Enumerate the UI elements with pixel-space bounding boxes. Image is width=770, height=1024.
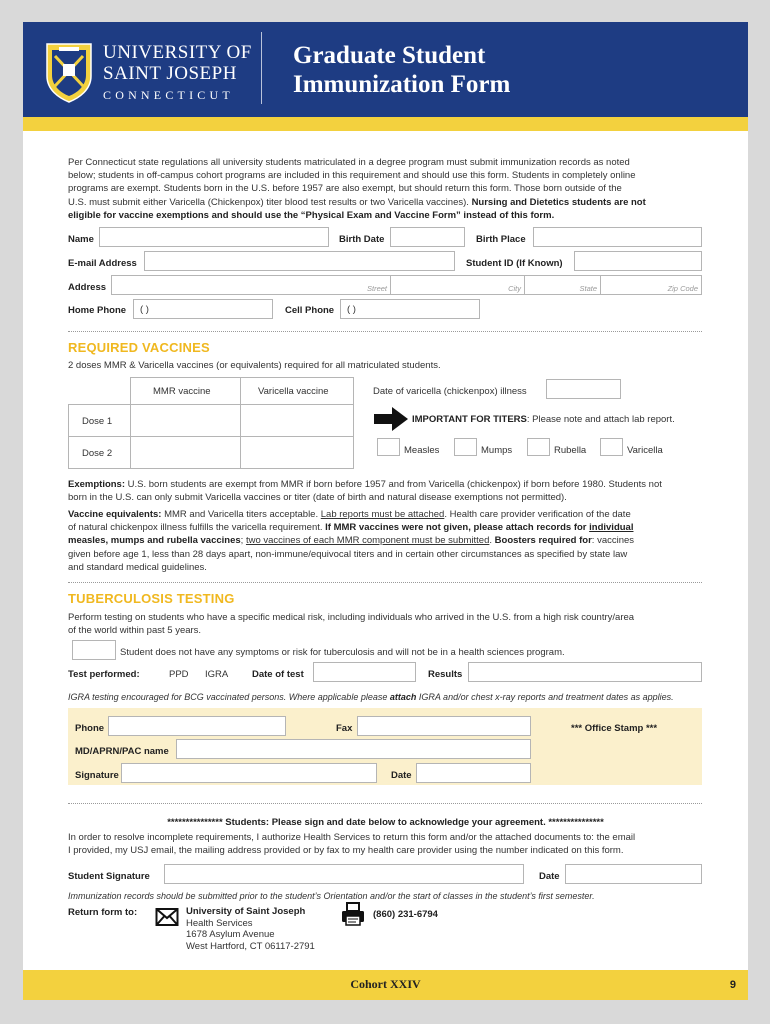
measles-label: Measles bbox=[404, 445, 440, 456]
igra-note-a: IGRA testing encouraged for BCG vaccinated persons. Where applicable please bbox=[68, 692, 388, 702]
date-of-test-label: Date of test bbox=[252, 669, 304, 680]
student-date-label: Date bbox=[539, 871, 560, 882]
required-vaccines-subtitle: 2 doses MMR & Varicella vaccines (or equivalents) required for all matriculated students. bbox=[68, 360, 441, 371]
md-name-label: MD/APRN/PAC name bbox=[75, 746, 169, 757]
equivalents-l3b: ; bbox=[240, 535, 244, 547]
city-hint: City bbox=[508, 284, 521, 293]
provider-date-field[interactable] bbox=[416, 763, 531, 783]
section-divider bbox=[68, 803, 702, 804]
intro-paragraph bbox=[68, 156, 708, 222]
provider-date-label: Date bbox=[391, 770, 412, 781]
return-address-line4: West Hartford, CT 06117-2791 bbox=[186, 940, 315, 952]
return-form-label: Return form to: bbox=[68, 907, 138, 918]
intro-line4-text: U.S. must submit either Varicella (Chickenpox) titer blood test results or two Varicella vaccines). bbox=[68, 196, 469, 208]
university-crest-icon bbox=[45, 42, 93, 104]
equivalents-line5: and standard medical guidelines. bbox=[68, 561, 207, 573]
student-signature-label: Student Signature bbox=[68, 871, 150, 882]
student-id-field[interactable] bbox=[574, 251, 702, 271]
return-address-line2: Health Services bbox=[186, 917, 253, 929]
ack-line2: I provided, my USJ email, the mailing address provided or by fax to my health care provider using the number indicated on this form. bbox=[68, 845, 624, 857]
tb-title: TUBERCULOSIS TESTING bbox=[68, 591, 235, 606]
table-grid-line bbox=[68, 468, 354, 469]
required-vaccines-title: REQUIRED VACCINES bbox=[68, 340, 210, 355]
birth-date-label: Birth Date bbox=[339, 234, 385, 245]
cell-phone-placeholder: ( ) bbox=[347, 304, 356, 315]
envelope-icon bbox=[155, 905, 179, 929]
exemptions-label: Exemptions: bbox=[68, 479, 126, 490]
cell-phone-label: Cell Phone bbox=[285, 305, 335, 316]
office-stamp-label: *** Office Stamp *** bbox=[571, 723, 658, 734]
mumps-titer-box[interactable] bbox=[454, 438, 477, 456]
header-gold-strip bbox=[23, 117, 748, 131]
fax-machine-icon bbox=[341, 902, 365, 926]
provider-phone-field[interactable] bbox=[108, 716, 286, 736]
results-field[interactable] bbox=[468, 662, 702, 682]
cell-phone-field[interactable] bbox=[340, 299, 480, 319]
col-mmr-header: MMR vaccine bbox=[153, 386, 211, 397]
provider-fax-field[interactable] bbox=[357, 716, 531, 736]
form-title-line1: Graduate Student bbox=[293, 42, 486, 69]
equivalents-line4: given before age 1, less than 28 days apart, non-immune/equivocal titers and in certain other circumstances as specified by state law bbox=[68, 548, 628, 560]
equivalents-l3u: two vaccines of each MMR component must be submitted bbox=[245, 535, 490, 547]
arrow-right-icon bbox=[374, 407, 408, 431]
equivalents-l1u: Lab reports must be attached bbox=[320, 509, 445, 520]
varicella-illness-date-field[interactable] bbox=[546, 379, 621, 399]
equivalents-l3a: measles, mumps and rubella vaccines bbox=[68, 535, 241, 547]
provider-fax-label: Fax bbox=[336, 723, 353, 734]
header-divider bbox=[261, 32, 262, 104]
university-name-line2: SAINT JOSEPH bbox=[103, 63, 237, 84]
tb-paragraph bbox=[68, 611, 708, 637]
home-phone-label: Home Phone bbox=[68, 305, 127, 316]
return-address bbox=[186, 906, 315, 952]
ppd-option[interactable]: PPD bbox=[169, 669, 189, 680]
university-name bbox=[103, 42, 252, 104]
intro-line3: programs are exempt. Students born in the U.S. before 1957 are also exempt, but should return this form. Those born outside of the bbox=[68, 183, 622, 195]
equivalents-paragraph bbox=[68, 508, 708, 574]
dose1-label: Dose 1 bbox=[82, 416, 113, 427]
dose2-label: Dose 2 bbox=[82, 448, 113, 459]
email-field[interactable] bbox=[144, 251, 455, 271]
return-address-line3: 1678 Asylum Avenue bbox=[186, 929, 275, 940]
ack-paragraph bbox=[68, 831, 708, 857]
street-hint: Street bbox=[366, 284, 387, 293]
ack-line1: In order to resolve incomplete requirements, I authorize Health Services to return this form and/or the attached documents to: the email bbox=[68, 832, 636, 843]
igra-option[interactable]: IGRA bbox=[205, 669, 229, 680]
rubella-label: Rubella bbox=[554, 445, 587, 456]
home-phone-field[interactable] bbox=[133, 299, 273, 319]
table-grid-line bbox=[68, 404, 69, 469]
provider-box bbox=[68, 708, 702, 785]
intro-line1: Per Connecticut state regulations all university students matriculated in a degree program must submit immunization records as noted bbox=[68, 157, 630, 168]
equivalents-label: Vaccine equivalents: bbox=[68, 509, 162, 520]
university-name-line1: UNIVERSITY OF bbox=[103, 42, 252, 63]
results-label: Results bbox=[428, 669, 463, 680]
student-signature-field[interactable] bbox=[164, 864, 524, 884]
street-field[interactable] bbox=[111, 275, 391, 295]
varicella-titer-box[interactable] bbox=[600, 438, 623, 456]
dose1-varicella-cell[interactable] bbox=[241, 405, 353, 436]
provider-signature-label: Signature bbox=[75, 770, 119, 781]
provider-signature-field[interactable] bbox=[121, 763, 377, 783]
equivalents-l3e: : vaccines bbox=[591, 535, 635, 547]
form-title-line2: Immunization Form bbox=[293, 71, 511, 98]
equivalents-l2a: of natural chickenpox illness fulfills the varicella requirement. bbox=[68, 522, 323, 534]
igra-note-b: attach bbox=[389, 692, 417, 702]
vaccine-table bbox=[68, 377, 354, 469]
cohort-label: Cohort XXIV bbox=[350, 977, 421, 991]
varicella-label: Varicella bbox=[627, 445, 663, 456]
state-field[interactable] bbox=[524, 275, 601, 295]
important-titers-bold: IMPORTANT FOR TITERS bbox=[412, 414, 527, 425]
equivalents-l3d: Boosters required for bbox=[494, 535, 592, 547]
varicella-illness-label: Date of varicella (chickenpox) illness bbox=[373, 386, 527, 397]
measles-titer-box[interactable] bbox=[377, 438, 400, 456]
intro-line4-bold: Nursing and Dietetics students are not bbox=[471, 196, 646, 208]
exemptions-line1 bbox=[68, 478, 708, 491]
tb-line1: Perform testing on students who have a specific medical risk, including individuals who arrived in the U.S. from a high risk country/area bbox=[68, 612, 635, 623]
form-page bbox=[23, 22, 748, 1000]
section-divider bbox=[68, 582, 702, 583]
equivalents-line3 bbox=[68, 534, 708, 547]
name-field[interactable] bbox=[99, 227, 329, 247]
equivalents-line2 bbox=[68, 521, 708, 534]
table-grid-line bbox=[353, 377, 354, 469]
exemptions-paragraph bbox=[68, 478, 708, 504]
birth-place-label: Birth Place bbox=[476, 234, 526, 245]
zip-field[interactable] bbox=[600, 275, 702, 295]
dose2-mmr-cell[interactable] bbox=[131, 437, 240, 468]
state-hint: State bbox=[579, 284, 597, 293]
equivalents-line1 bbox=[68, 508, 708, 521]
equivalents-l2b: If MMR vaccines were not given, please attach records for bbox=[325, 522, 587, 534]
section-divider bbox=[68, 331, 702, 332]
important-titers-rest: : Please note and attach lab report. bbox=[526, 414, 675, 425]
table-grid-line bbox=[130, 377, 354, 378]
exemptions-text: U.S. born students are exempt from MMR if born before 1957 and from Varicella (chickenpox) if born before 1980. Students not bbox=[127, 479, 662, 490]
university-name-line3: CONNECTICUT bbox=[103, 88, 234, 102]
address-label: Address bbox=[68, 282, 107, 293]
return-address-line1: University of Saint Joseph bbox=[186, 906, 306, 917]
equivalents-l3c: . bbox=[489, 535, 493, 547]
header-banner bbox=[23, 22, 748, 117]
important-titers-text bbox=[412, 413, 675, 426]
ack-heading: *************** Students: Please sign and date below to acknowledge your agreement. *************** bbox=[167, 817, 604, 828]
student-date-field[interactable] bbox=[565, 864, 702, 884]
no-risk-checkbox[interactable] bbox=[72, 640, 116, 660]
igra-note bbox=[68, 691, 674, 704]
exemptions-line2: born in the U.S. can only submit Varicella vaccines or titer (date of birth and natural disease exemptions not permitted). bbox=[68, 492, 567, 504]
test-performed-label: Test performed: bbox=[68, 669, 140, 680]
form-title bbox=[293, 41, 510, 99]
zip-hint: Zip Code bbox=[667, 284, 698, 293]
equivalents-l1a: MMR and Varicella titers acceptable. bbox=[164, 509, 319, 520]
date-of-test-field[interactable] bbox=[313, 662, 416, 682]
col-varicella-header: Varicella vaccine bbox=[258, 386, 329, 397]
submit-note: Immunization records should be submitted prior to the student’s Orientation and/or the start of classes in the student’s first semester. bbox=[68, 891, 595, 901]
intro-line5: eligible for vaccine exemptions and should use the “Physical Exam and Vaccine Form” instead of this form. bbox=[68, 209, 555, 221]
intro-line2: below; students in off-campus cohort programs are included in this requirement and should use this form. Students in completely online bbox=[68, 170, 636, 182]
home-phone-placeholder: ( ) bbox=[140, 304, 149, 315]
dose1-mmr-cell[interactable] bbox=[131, 405, 240, 436]
equivalents-l1b: . Health care provider verification of the date bbox=[444, 509, 631, 520]
provider-phone-label: Phone bbox=[75, 723, 105, 734]
birth-place-field[interactable] bbox=[533, 227, 702, 247]
intro-line4 bbox=[68, 196, 708, 209]
rubella-titer-box[interactable] bbox=[527, 438, 550, 456]
name-label: Name bbox=[68, 234, 94, 245]
igra-note-c: IGRA and/or chest x-ray reports and treatment dates as applies. bbox=[418, 692, 674, 702]
mumps-label: Mumps bbox=[481, 445, 513, 456]
md-name-field[interactable] bbox=[176, 739, 531, 759]
tb-line2: of the world within past 5 years. bbox=[68, 625, 202, 637]
no-risk-label: Student does not have any symptoms or risk for tuberculosis and will not be in a health sciences program. bbox=[120, 647, 565, 658]
fax-number: (860) 231-6794 bbox=[373, 909, 438, 920]
page-number: 9 bbox=[729, 979, 736, 991]
dose2-varicella-cell[interactable] bbox=[241, 437, 353, 468]
email-label: E-mail Address bbox=[68, 258, 137, 269]
city-field[interactable] bbox=[390, 275, 525, 295]
birth-date-field[interactable] bbox=[390, 227, 465, 247]
student-id-label: Student ID (If Known) bbox=[466, 258, 563, 269]
equivalents-l2u: individual bbox=[589, 522, 634, 534]
